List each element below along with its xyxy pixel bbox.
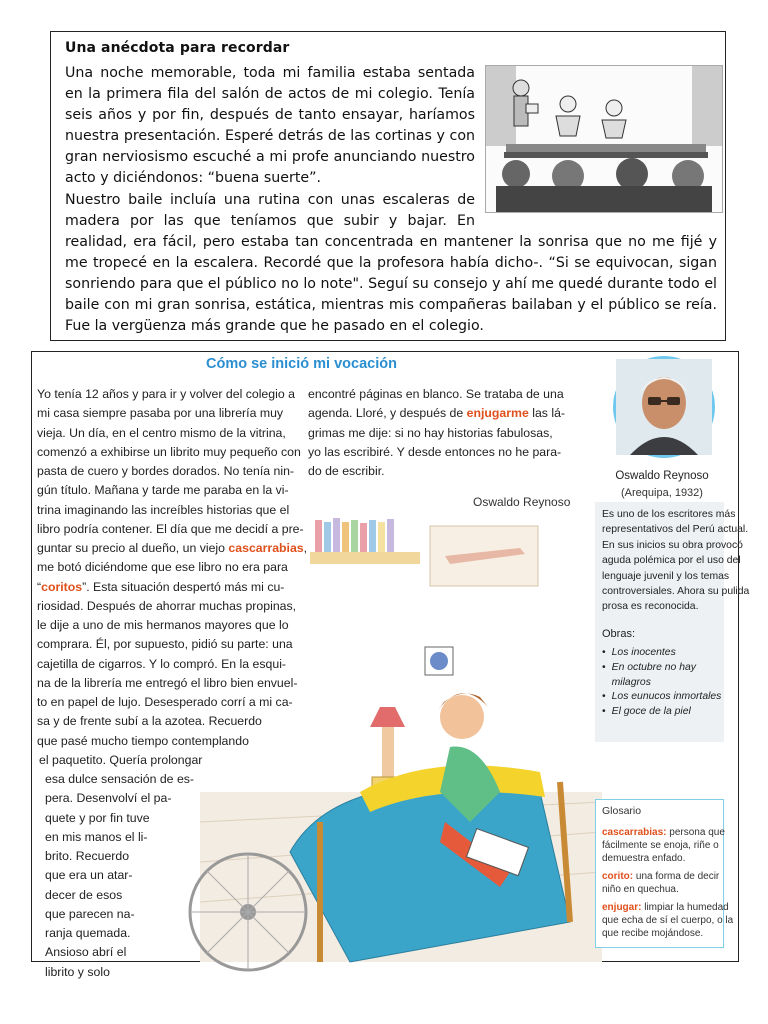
term-coritos: coritos: [41, 579, 83, 594]
list-item: • Los inocentes: [602, 647, 676, 658]
term-cascarrabias: cascarrabias: [228, 541, 304, 555]
story-paragraph-2: Nuestro baile incluía una rutina con unas escaleras de madera por las que teníamos que subir y bajar. En realidad, era fácil, pero estaba tan concentrada en mantener la sonrisa que no me fijé y me tropecé en la escalera. Recordé que la profesora había dicho-. “Si se equivocan, sigan sonriendo para que el público no lo note". Seguí su consejo y ahí me quedé durante todo el baile con mi gran sonrisa, estática, mientras mis compañeras bailaban y el público se reía. Fue la vergüenza más grande que he pasado en el colegio.: [65, 191, 717, 335]
article-column-1: Yo tenía 12 años y para ir y volver del colegio a mi casa siempre pasaba por una librería muy vieja. Un día, en el centro mismo de la vitrina, comenzó a exhibirse un librito muy pequeño con pasta de cuero y bordes dorados. No tenía nin- gún título. Mañana y tarde me paraba en la vi- trina imaginando las increíbles historias que el libro podría contener. El día que me decidí a pre- guntar su precio al dueño, un viejo cascarrabias, me botó diciéndome que ese libro no era para “coritos”. Esta situación despertó más mi cu- riosidad. Después de ahorrar muchas propinas, le dije a uno de mis hermanos mayores que lo comprara. Él, por supuesto, pidió su parte: una cajetilla de cigarros. Y lo compró. En la esqui- na de la librería me entregó el libro bien envuel- to en papel de lujo. Desesperado corrí a mi ca- sa y de frente subí a la azotea. Recuerdo que pasé mucho tiempo contemplando el paquetito. Quería prolongar esa dulce sensación de es- pera. Desenvolví el pa- quete y por fin tuve en mis manos el li- brito. Recuerdo que era un atar- decer de esos que parecen na- ranja quemada. Ansioso abrí el librito y solo: [37, 387, 308, 979]
article-title: Cómo se inició mi vocación: [206, 356, 397, 372]
works-heading: Obras:: [602, 628, 636, 640]
list-item: • El goce de la piel: [602, 706, 691, 718]
glossary-entry: enjugar: limpiar la humedad que echa de sí el cuerpo, o la que recibe mojándose.: [602, 902, 734, 939]
term-enjugarme: enjugarme: [466, 406, 529, 421]
author-origin: (Arequipa, 1932): [621, 487, 703, 499]
glossary-heading: Glosario: [602, 805, 642, 817]
list-item: milagros: [611, 676, 651, 688]
story-body: [65, 63, 717, 337]
story-box: [50, 31, 726, 341]
author-bio: Es uno de los escritores más representativos del Perú actual. En sus inicios su obra provocó aguda polémica por el uso del lenguaje juvenil y los temas controversiales. Ahora su pulida prosa es reconocida.: [602, 509, 750, 613]
glossary-box: [595, 799, 734, 948]
list-item: • En octubre no hay: [602, 661, 696, 673]
glossary-entry: cascarrabias: persona que fácilmente se enoja, riñe o demuestra enfado.: [602, 827, 725, 864]
article-signature: Oswaldo Reynoso: [473, 495, 571, 509]
glossary-entry: corito: una forma de decir niño en quechua.: [602, 871, 720, 895]
author-portrait: [613, 356, 715, 458]
list-item: • Los eunucos inmortales: [602, 691, 722, 703]
author-name: Oswaldo Reynoso: [615, 470, 709, 482]
school-play-illustration: [485, 65, 723, 213]
works-list: [602, 646, 721, 720]
story-title: Una anécdota para recordar: [65, 40, 290, 56]
article-box: [31, 351, 750, 979]
story-paragraph-1: Una noche memorable, toda mi familia estaba sentada en la primera fila del salón de actos de mi colegio. Tenía seis años y por fin, después de tanto ensayar, haríamos nuestra presentación. Esperé detrás de las cortinas y con gran nerviosismo escuché a mi profe anunciando nuestro acto y diciéndonos: “buena suerte”.: [65, 65, 475, 187]
article-column-2: encontré páginas en blanco. Se trataba de una agenda. Lloré, y después de enjugarme las lá- grimas me dije: si no hay historias fabulosas, yo las escribiré. Y desde entonces no he para- do de escribir.: [308, 387, 566, 478]
